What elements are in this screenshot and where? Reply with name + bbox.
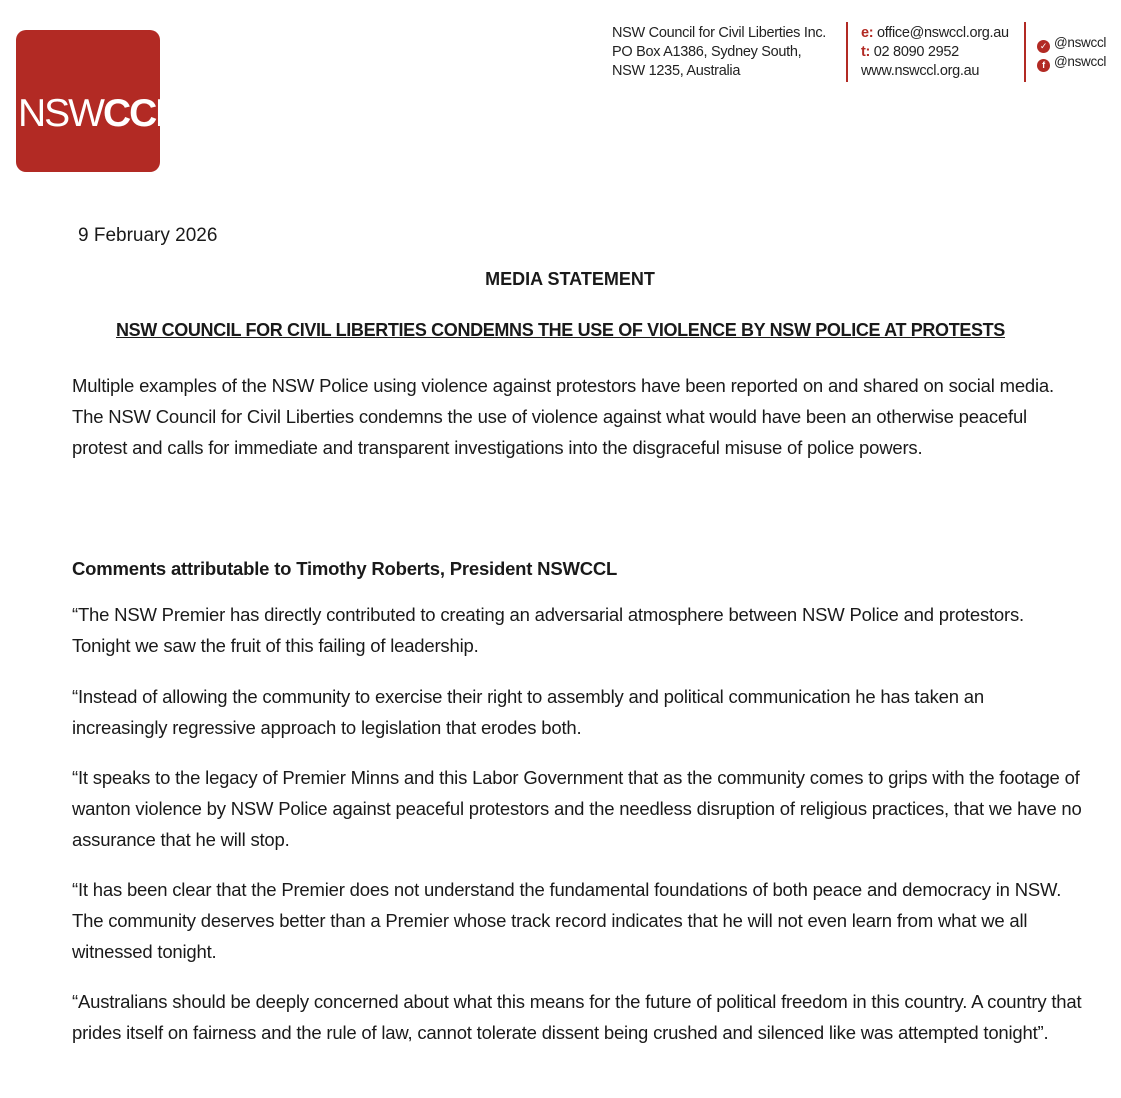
website-link[interactable]: www.nswccl.org.au	[861, 63, 980, 79]
contact-details: e: office@nswccl.org.au t: 02 8090 2952 www.nswccl.org.au	[861, 25, 1009, 79]
quote-paragraph: “Instead of allowing the community to exercise their right to assembly and political communication he has taken an increasingly regressive approach to legislation that erodes both.	[72, 686, 984, 738]
email-link[interactable]: office@nswccl.org.au	[877, 25, 1009, 41]
social-handles	[1037, 34, 1106, 72]
nswccl-logo	[16, 30, 178, 172]
header-divider	[1024, 22, 1026, 82]
quote-paragraph: “It has been clear that the Premier does not understand the fundamental foundations of both peace and democracy in NSW. The community deserves better than a Premier whose track record indicates that he will not even learn from what we all witnessed tonight.	[72, 879, 1062, 962]
headline: NSW COUNCIL FOR CIVIL LIBERTIES CONDEMNS THE USE OF VIOLENCE BY NSW POLICE AT PROTESTS	[116, 320, 1005, 340]
quote-paragraph: “The NSW Premier has directly contributed to creating an adversarial atmosphere between NSW Police and protestors. Tonight we saw the fruit of this failing of leadership.	[72, 604, 1024, 656]
quote-paragraph: “Australians should be deeply concerned about what this means for the future of political freedom in this country. A country that prides itself on fairness and the rule of law, cannot tolerate dissent being crushed and silenced like was attempted tonight”.	[72, 991, 1082, 1043]
statement-date: 9 February 2026	[78, 225, 218, 246]
twitter-icon: ✓	[1037, 40, 1050, 53]
logo-text: NSWCCL	[18, 92, 178, 135]
header-divider	[846, 22, 848, 82]
facebook-handle[interactable]: f @nswccl	[1037, 53, 1106, 72]
document-label: MEDIA STATEMENT	[485, 269, 655, 289]
comments-heading: Comments attributable to Timothy Roberts, President NSWCCL	[72, 558, 618, 579]
quote-paragraph: “It speaks to the legacy of Premier Minns and this Labor Government that as the community comes to grips with the footage of wanton violence by NSW Police against peaceful protestors and the needless disruption of religious practices, that we have no assurance that he will stop.	[72, 767, 1082, 850]
org-address: NSW Council for Civil Liberties Inc. PO Box A1386, Sydney South, NSW 1235, Australia	[612, 25, 827, 79]
facebook-icon: f	[1037, 59, 1050, 72]
phone-number: 02 8090 2952	[873, 44, 959, 60]
twitter-handle[interactable]: ✓ @nswccl	[1037, 34, 1106, 53]
intro-paragraph: Multiple examples of the NSW Police using violence against protestors have been reported on and shared on social media. The NSW Council for Civil Liberties condemns the use of violence against what would have been an otherwise peaceful protest and calls for immediate and transparent investigations into the disgraceful misuse of police powers.	[72, 375, 1054, 458]
